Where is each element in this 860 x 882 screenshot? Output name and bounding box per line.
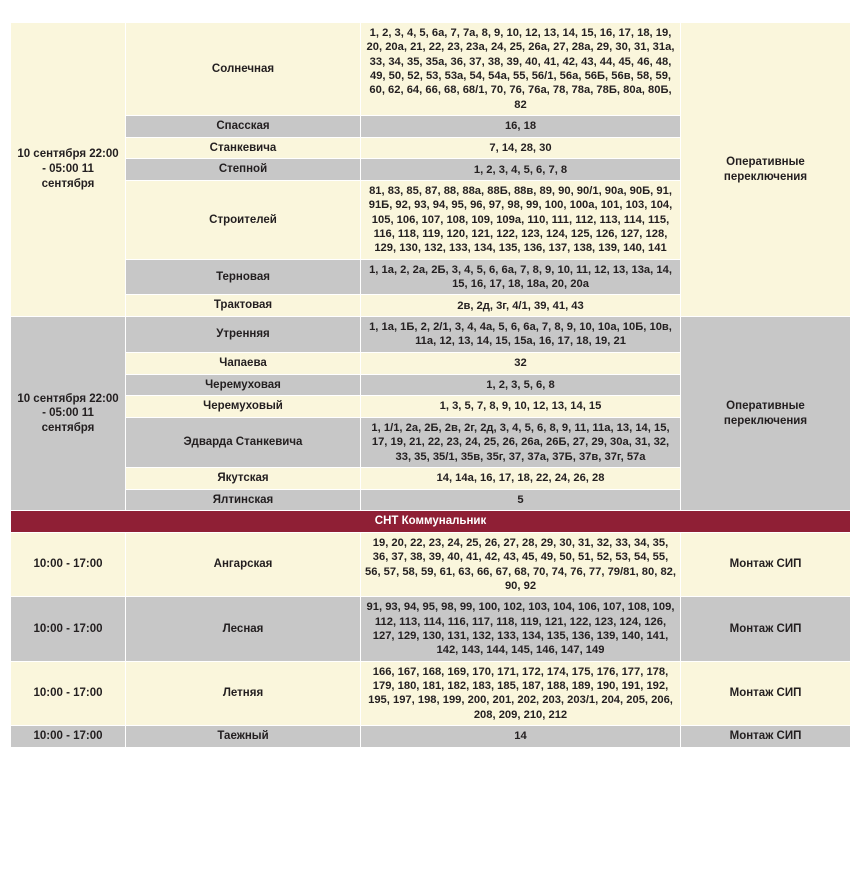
table-body	[11, 23, 851, 748]
snt-banner-row	[11, 511, 851, 533]
work-cell: Монтаж СИП	[681, 726, 851, 748]
houses-cell: 1, 2, 3, 4, 5, 6а, 7, 7а, 8, 9, 10, 12, 13, 14, 15, 16, 17, 18, 19, 20, 20а, 21, 22, 23, 23а, 24, 25, 26а, 27, 28а, 29, 30, 31, 31а, 33, 34, 35, 35а, 36, 37, 38, 39, 40, 41, 42, 43, 44, 45, 46, 48, 49, 50, 52, 53, 53а, 54, 54а, 55, 56/1, 56а, 56Б, 56в, 58, 59, 60, 62, 64, 66, 68, 68/1, 70, 76, 76а, 78, 78а, 78Б, 80а, 80Б, 82	[361, 23, 681, 116]
street-cell: Спасская	[126, 115, 361, 137]
houses-cell: 32	[361, 352, 681, 374]
street-cell: Эдварда Станкевича	[126, 417, 361, 467]
street-cell: Станкевича	[126, 137, 361, 159]
snt-banner-label: СНТ Коммунальник	[11, 511, 851, 533]
table-row	[11, 661, 851, 725]
table-row	[11, 317, 851, 353]
street-cell: Летняя	[126, 661, 361, 725]
street-cell: Солнечная	[126, 23, 361, 116]
houses-cell: 19, 20, 22, 23, 24, 25, 26, 27, 28, 29, 30, 31, 32, 33, 34, 35, 36, 37, 38, 39, 40, 41, 42, 43, 45, 49, 50, 51, 52, 53, 54, 55, 56, 57, 58, 59, 61, 63, 66, 67, 68, 70, 74, 76, 77, 79/81, 80, 82, 90, 92	[361, 533, 681, 597]
houses-cell: 1, 1/1, 2а, 2Б, 2в, 2г, 2д, 3, 4, 5, 6, 8, 9, 11, 11а, 13, 14, 15, 17, 19, 21, 22, 23, 24, 25, 26, 26а, 26Б, 27, 29, 30а, 31, 32, 33, 35, 35/1, 35в, 35г, 37, 37а, 37Б, 37в, 37г, 57а	[361, 417, 681, 467]
street-cell: Ангарская	[126, 533, 361, 597]
work-cell: Монтаж СИП	[681, 533, 851, 597]
houses-cell: 14	[361, 726, 681, 748]
houses-cell: 2в, 2д, 3г, 4/1, 39, 41, 43	[361, 295, 681, 317]
period-cell: 10 сентября 22:00 - 05:00 11 сентября	[11, 317, 126, 511]
work-cell: Оперативные переключения	[681, 23, 851, 317]
houses-cell: 1, 2, 3, 4, 5, 6, 7, 8	[361, 159, 681, 181]
table-row	[11, 726, 851, 748]
period-cell: 10:00 - 17:00	[11, 661, 126, 725]
work-cell: Оперативные переключения	[681, 317, 851, 511]
houses-cell: 91, 93, 94, 95, 98, 99, 100, 102, 103, 104, 106, 107, 108, 109, 112, 113, 114, 116, 117, 118, 119, 121, 122, 123, 124, 126, 127, 129, 130, 131, 132, 133, 134, 135, 136, 139, 140, 141, 142, 143, 144, 145, 146, 147, 149	[361, 597, 681, 661]
street-cell: Лесная	[126, 597, 361, 661]
table-row	[11, 23, 851, 116]
street-cell: Ялтинская	[126, 489, 361, 511]
houses-cell: 5	[361, 489, 681, 511]
street-cell: Якутская	[126, 467, 361, 489]
work-cell: Монтаж СИП	[681, 661, 851, 725]
houses-cell: 1, 2, 3, 5, 6, 8	[361, 374, 681, 396]
work-cell: Монтаж СИП	[681, 597, 851, 661]
street-cell: Черемуховая	[126, 374, 361, 396]
period-cell: 10:00 - 17:00	[11, 597, 126, 661]
houses-cell: 1, 1а, 1Б, 2, 2/1, 3, 4, 4а, 5, 6, 6а, 7, 8, 9, 10, 10а, 10Б, 10в, 11а, 12, 13, 14, 15, 15а, 16, 17, 18, 19, 21	[361, 317, 681, 353]
street-cell: Трактовая	[126, 295, 361, 317]
street-cell: Терновая	[126, 259, 361, 295]
street-cell: Утренняя	[126, 317, 361, 353]
period-cell: 10:00 - 17:00	[11, 533, 126, 597]
table-row	[11, 597, 851, 661]
houses-cell: 1, 3, 5, 7, 8, 9, 10, 12, 13, 14, 15	[361, 396, 681, 418]
street-cell: Степной	[126, 159, 361, 181]
houses-cell: 16, 18	[361, 115, 681, 137]
table-row	[11, 533, 851, 597]
period-cell: 10 сентября 22:00 - 05:00 11 сентября	[11, 23, 126, 317]
houses-cell: 81, 83, 85, 87, 88, 88а, 88Б, 88в, 89, 90, 90/1, 90а, 90Б, 91, 91Б, 92, 93, 94, 95, 96, 97, 98, 99, 100, 100а, 101, 103, 104, 105, 106, 107, 108, 109, 109а, 110, 111, 112, 113, 114, 115, 116, 118, 119, 120, 121, 122, 123, 124, 125, 126, 127, 128, 129, 130, 132, 133, 134, 135, 136, 137, 138, 139, 140, 141	[361, 181, 681, 260]
period-cell: 10:00 - 17:00	[11, 726, 126, 748]
street-cell: Черемуховый	[126, 396, 361, 418]
houses-cell: 7, 14, 28, 30	[361, 137, 681, 159]
houses-cell: 1, 1а, 2, 2а, 2Б, 3, 4, 5, 6, 6а, 7, 8, 9, 10, 11, 12, 13, 13а, 14, 15, 16, 17, 18, 18а, 20, 20а	[361, 259, 681, 295]
street-cell: Таежный	[126, 726, 361, 748]
street-cell: Чапаева	[126, 352, 361, 374]
outage-schedule-table	[10, 22, 851, 748]
street-cell: Строителей	[126, 181, 361, 260]
houses-cell: 14, 14а, 16, 17, 18, 22, 24, 26, 28	[361, 467, 681, 489]
houses-cell: 166, 167, 168, 169, 170, 171, 172, 174, 175, 176, 177, 178, 179, 180, 181, 182, 183, 185, 187, 188, 189, 190, 191, 192, 195, 197, 198, 199, 200, 201, 202, 203, 203/1, 204, 205, 206, 208, 209, 210, 212	[361, 661, 681, 725]
